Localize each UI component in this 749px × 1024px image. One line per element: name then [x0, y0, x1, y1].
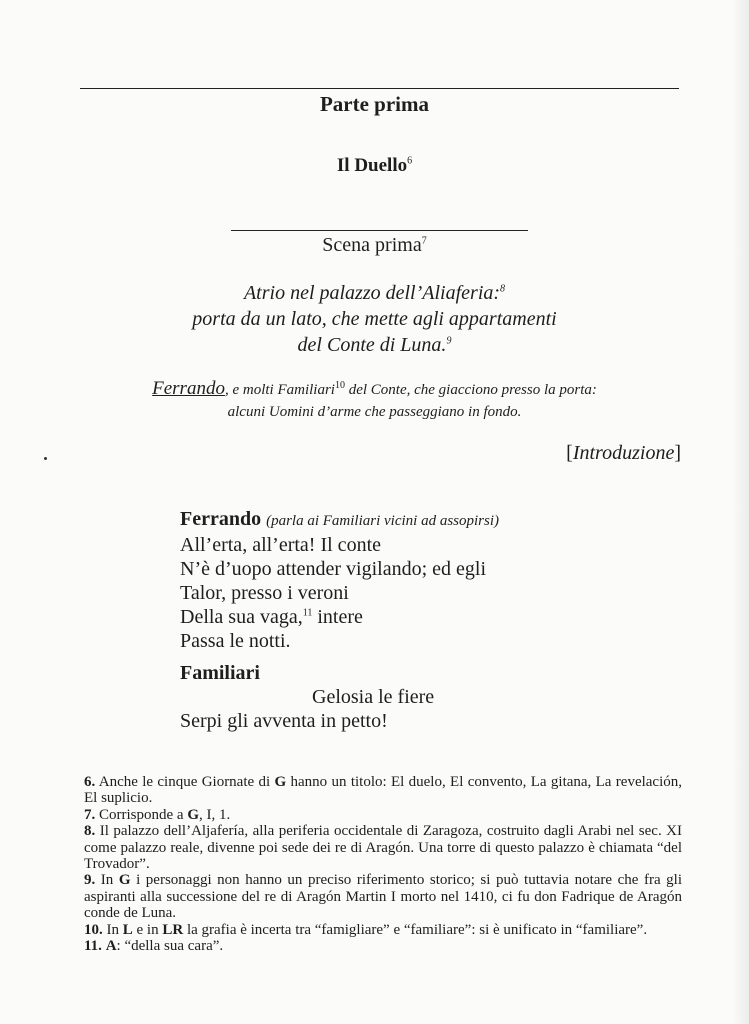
- verse-line: All’erta, all’erta! Il conte: [180, 534, 381, 556]
- footnote-ref-7: 7: [421, 235, 427, 247]
- footnote-text: Il palazzo dell’Aljafería, alla periferia occidentale di Zaragoza, costruito dagli Arabi nel sec. XI come palazzo reale, divenne poi sede dei re di Aragón. Una torre di questo palazzo è chiamata “del Trovador”.: [84, 823, 682, 873]
- footnote-text: In: [102, 921, 123, 938]
- setting-line-1: Atrio nel palazzo dell’Aliaferia:: [243, 282, 501, 304]
- act-title: [0, 155, 749, 177]
- footnote-text: , I, 1.: [199, 806, 231, 823]
- footnote-text: Corrisponde a: [95, 806, 188, 823]
- scan-speck: [44, 457, 47, 460]
- verse-line-text: Della sua vaga,: [180, 606, 303, 628]
- footnote-text: : “della sua cara”.: [116, 938, 224, 955]
- speaker-ferrando: Ferrando: [180, 508, 262, 530]
- verse-line: Passa le notti.: [180, 630, 291, 652]
- footnote-number: 7.: [84, 806, 96, 823]
- footnote-text: In: [95, 872, 119, 889]
- footnote-9: [84, 872, 682, 921]
- footnote-number: 10.: [84, 921, 103, 938]
- footnote-number: 11.: [84, 938, 102, 955]
- footnote-ref-9: 9: [446, 335, 452, 347]
- cast-line-2: alcuni Uomini d’arme che passeggiano in fondo.: [227, 404, 522, 420]
- footnote-7: [84, 807, 682, 823]
- setting-description: [0, 280, 749, 358]
- footnote-number: 8.: [84, 823, 96, 840]
- speaker-familiari: Familiari: [180, 662, 260, 684]
- setting-line-2: porta da un lato, che mette agli appartamenti: [192, 308, 557, 330]
- cast-name-ferrando: Ferrando: [152, 378, 225, 399]
- footnote-siglum: G: [187, 806, 199, 823]
- footnote-8: [84, 823, 682, 872]
- footnote-11: [84, 938, 682, 954]
- verse-line: N’è d’uopo attender vigilando; ed egli: [180, 558, 487, 580]
- bracket-open: [: [566, 442, 573, 464]
- footnote-ref-8: 8: [500, 283, 506, 295]
- footnote-ref-6: 6: [407, 155, 413, 167]
- cast-list: [0, 375, 749, 423]
- act-title-text: Il Duello: [336, 155, 408, 176]
- footnote-text: hanno un titolo: El duelo, El convento, La gitana, La revelación, El suplicio.: [84, 774, 682, 807]
- footnotes: [84, 774, 682, 954]
- stage-direction: (parla ai Familiari vicini ad assopirsi): [266, 513, 500, 529]
- verse-line: Serpi gli avventa in petto!: [180, 710, 388, 732]
- section-label: [566, 442, 681, 465]
- footnote-siglum: L: [122, 921, 133, 938]
- footnote-text: i personaggi non hanno un preciso riferimento storico; si può tuttavia notare che fra gli aspiranti alla successione del re di Aragón Martin I morto nel 1410, ci fu don Fadrique de Aragón conde de Luna.: [84, 872, 683, 922]
- top-rule: [80, 88, 679, 89]
- footnote-siglum: A: [105, 938, 117, 955]
- footnote-siglum: G: [274, 774, 287, 790]
- cast-text-a: , e molti Familiari: [224, 382, 335, 398]
- verse-line-tail: intere: [312, 606, 363, 628]
- cast-text-b: del Conte, che giacciono presso la porta:: [344, 382, 597, 398]
- footnote-siglum: LR: [162, 921, 184, 938]
- page-edge-shadow: [731, 0, 749, 1024]
- footnote-ref-10: 10: [334, 380, 345, 391]
- verse-gap: [180, 653, 499, 661]
- footnote-ref-11: 11: [302, 607, 313, 619]
- footnote-10: [84, 922, 682, 938]
- footnote-siglum: G: [118, 872, 131, 889]
- verse-line: Talor, presso i veroni: [180, 582, 349, 604]
- scene-rule: [231, 230, 528, 231]
- scene-title: [0, 234, 749, 257]
- bracket-close: ]: [674, 442, 681, 464]
- footnote-text: Anche le cinque Giornate di: [95, 774, 275, 790]
- verse-line: Gelosia le fiere: [312, 686, 435, 708]
- setting-line-3: del Conte di Luna.: [297, 334, 447, 356]
- part-title: [0, 92, 749, 117]
- scene-title-text: Scena prima: [322, 234, 422, 256]
- footnote-6: [84, 774, 682, 807]
- libretto-text: [180, 507, 499, 733]
- verse-line: [180, 605, 499, 629]
- footnote-number: 9.: [84, 872, 96, 889]
- footnote-text: e in: [132, 921, 163, 938]
- part-title-text: Parte prima: [319, 92, 430, 116]
- section-label-text: Introduzione: [572, 442, 675, 464]
- footnote-number: 6.: [84, 774, 96, 790]
- footnote-text: la grafia è incerta tra “famigliare” e “familiare”: si è unificato in “familiare”.: [183, 921, 648, 938]
